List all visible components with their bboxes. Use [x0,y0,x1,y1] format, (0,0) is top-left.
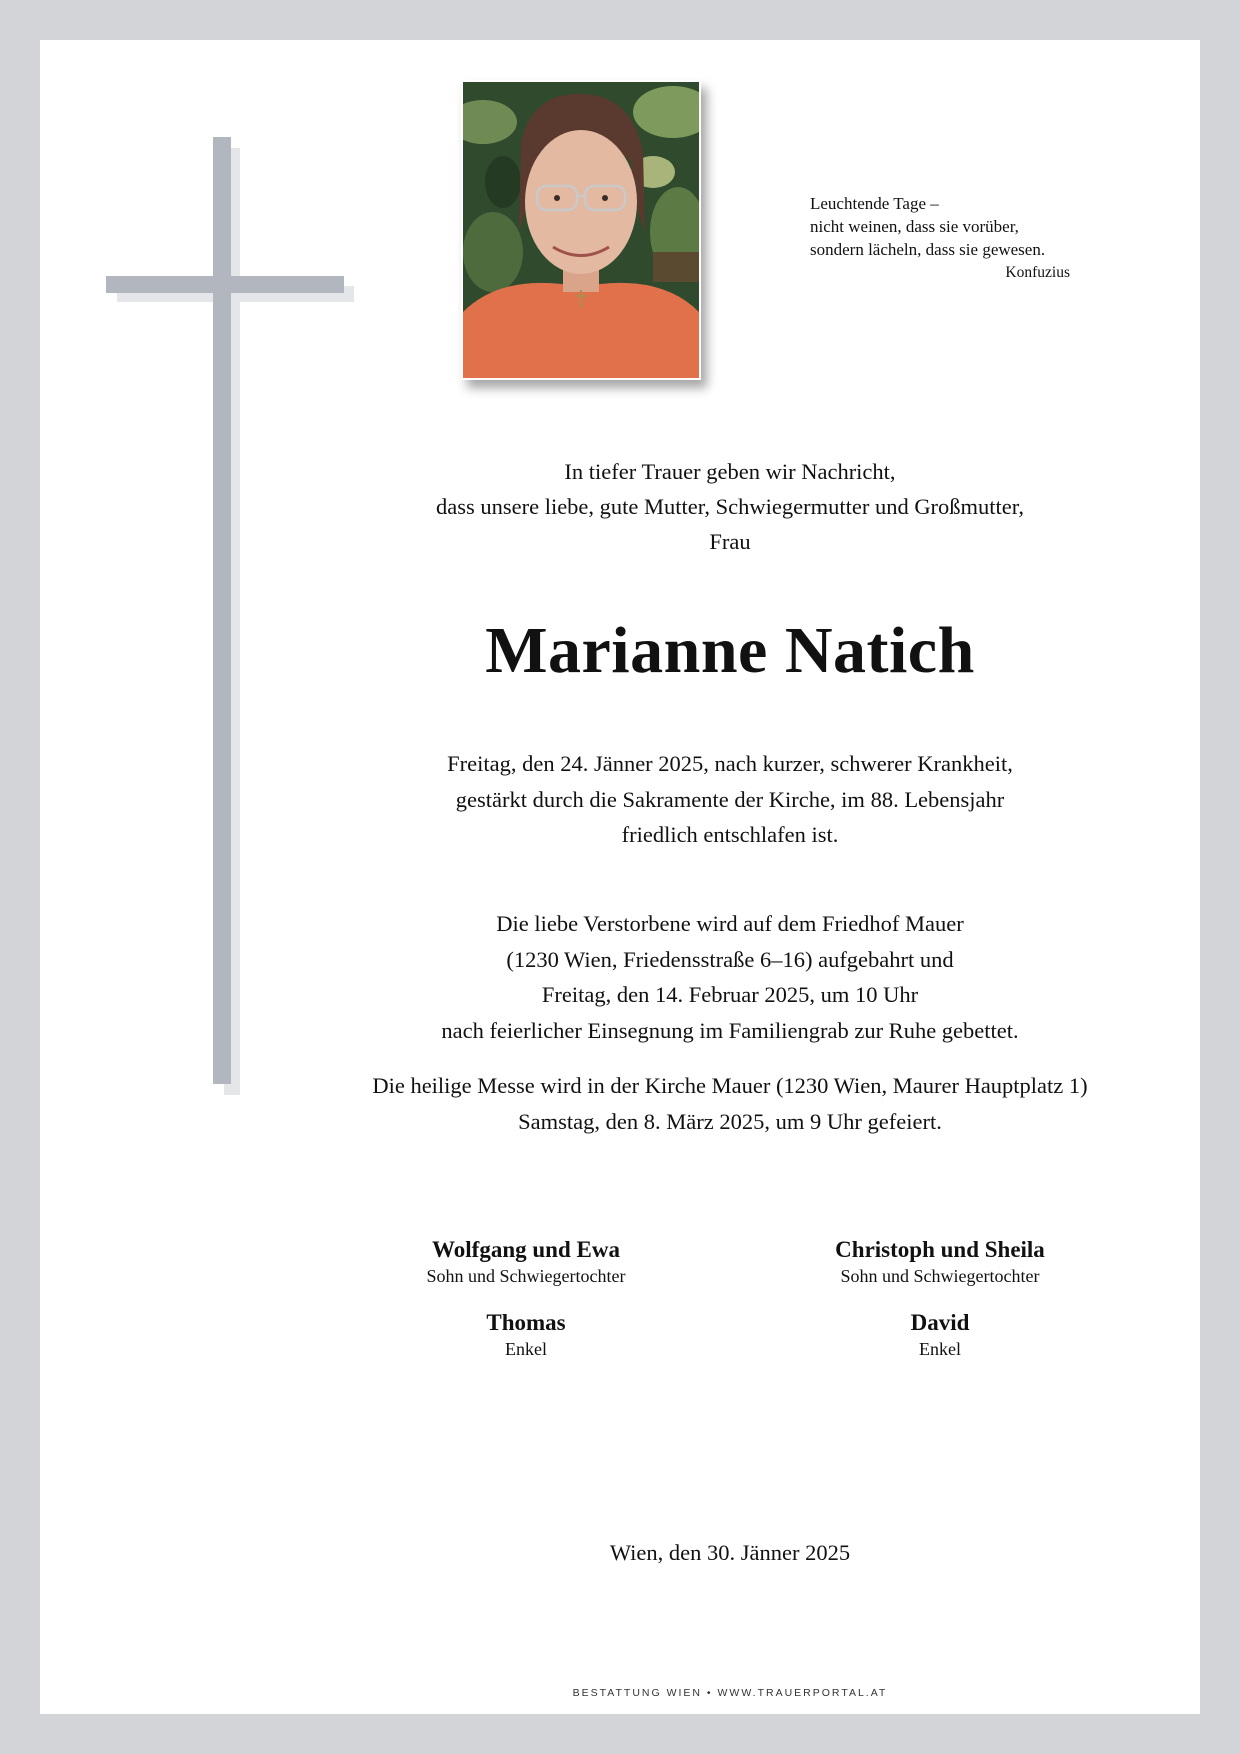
burial-line: Die liebe Verstorbene wird auf dem Friedhof Mauer [496,911,964,936]
mass-notice [310,1068,1150,1139]
mourner-entry [760,1309,1120,1361]
mourner-entry [346,1236,706,1288]
mourner-name: Christoph und Sheila [835,1237,1045,1262]
intro-line: dass unsere liebe, gute Mutter, Schwiegermutter und Großmutter, [435,494,1025,519]
intro-line: Frau [709,529,751,554]
place-date: Wien, den 30. Jänner 2025 [609,1540,851,1565]
quote-line: nicht weinen, dass sie vorüber, [810,217,1019,236]
mourner-name: Thomas [486,1310,566,1335]
death-line: Freitag, den 24. Jänner 2025, nach kurzer, schwerer Krankheit, [447,751,1013,776]
burial-line: nach feierlicher Einsegnung im Familiengrab zur Ruhe gebettet. [441,1017,1019,1043]
burial-line: (1230 Wien, Friedensstraße 6–16) aufgebahrt und [506,946,954,972]
portrait-photo [461,80,701,380]
quote-block [810,192,1110,284]
mourner-name: Wolfgang und Ewa [432,1237,620,1262]
mass-line: Die heilige Messe wird in der Kirche Mauer (1230 Wien, Maurer Hauptplatz 1) [372,1073,1088,1098]
quote-line: sondern lächeln, dass sie gewesen. [810,240,1046,259]
death-notice [310,746,1150,853]
quote-author: Konfuzius [1005,264,1070,281]
mourner-relation: Sohn und Schwiegertochter [426,1266,626,1286]
footer-imprint: BESTATTUNG WIEN • WWW.TRAUERPORTAL.AT [572,1687,888,1699]
intro-line: In tiefer Trauer geben wir Nachricht, [564,459,896,484]
quote-line: Leuchtende Tage – [810,194,939,213]
death-line: friedlich entschlafen ist. [621,822,839,847]
cross-horizontal-beam [106,276,344,293]
death-line: gestärkt durch die Sakramente der Kirche, im 88. Lebensjahr [455,786,1005,812]
mourner-relation: Enkel [919,1339,961,1359]
mourner-name: David [910,1310,970,1335]
mourner-relation: Sohn und Schwiegertochter [840,1266,1040,1286]
intro-text [310,454,1150,559]
mourner-relation: Enkel [505,1339,547,1359]
deceased-name: Marianne Natich [485,614,975,687]
burial-notice [310,906,1150,1048]
mass-line: Samstag, den 8. März 2025, um 9 Uhr gefeiert. [518,1108,942,1134]
mourner-entry [760,1236,1120,1288]
mourner-entry [346,1309,706,1361]
burial-line: Freitag, den 14. Februar 2025, um 10 Uhr [541,982,919,1007]
